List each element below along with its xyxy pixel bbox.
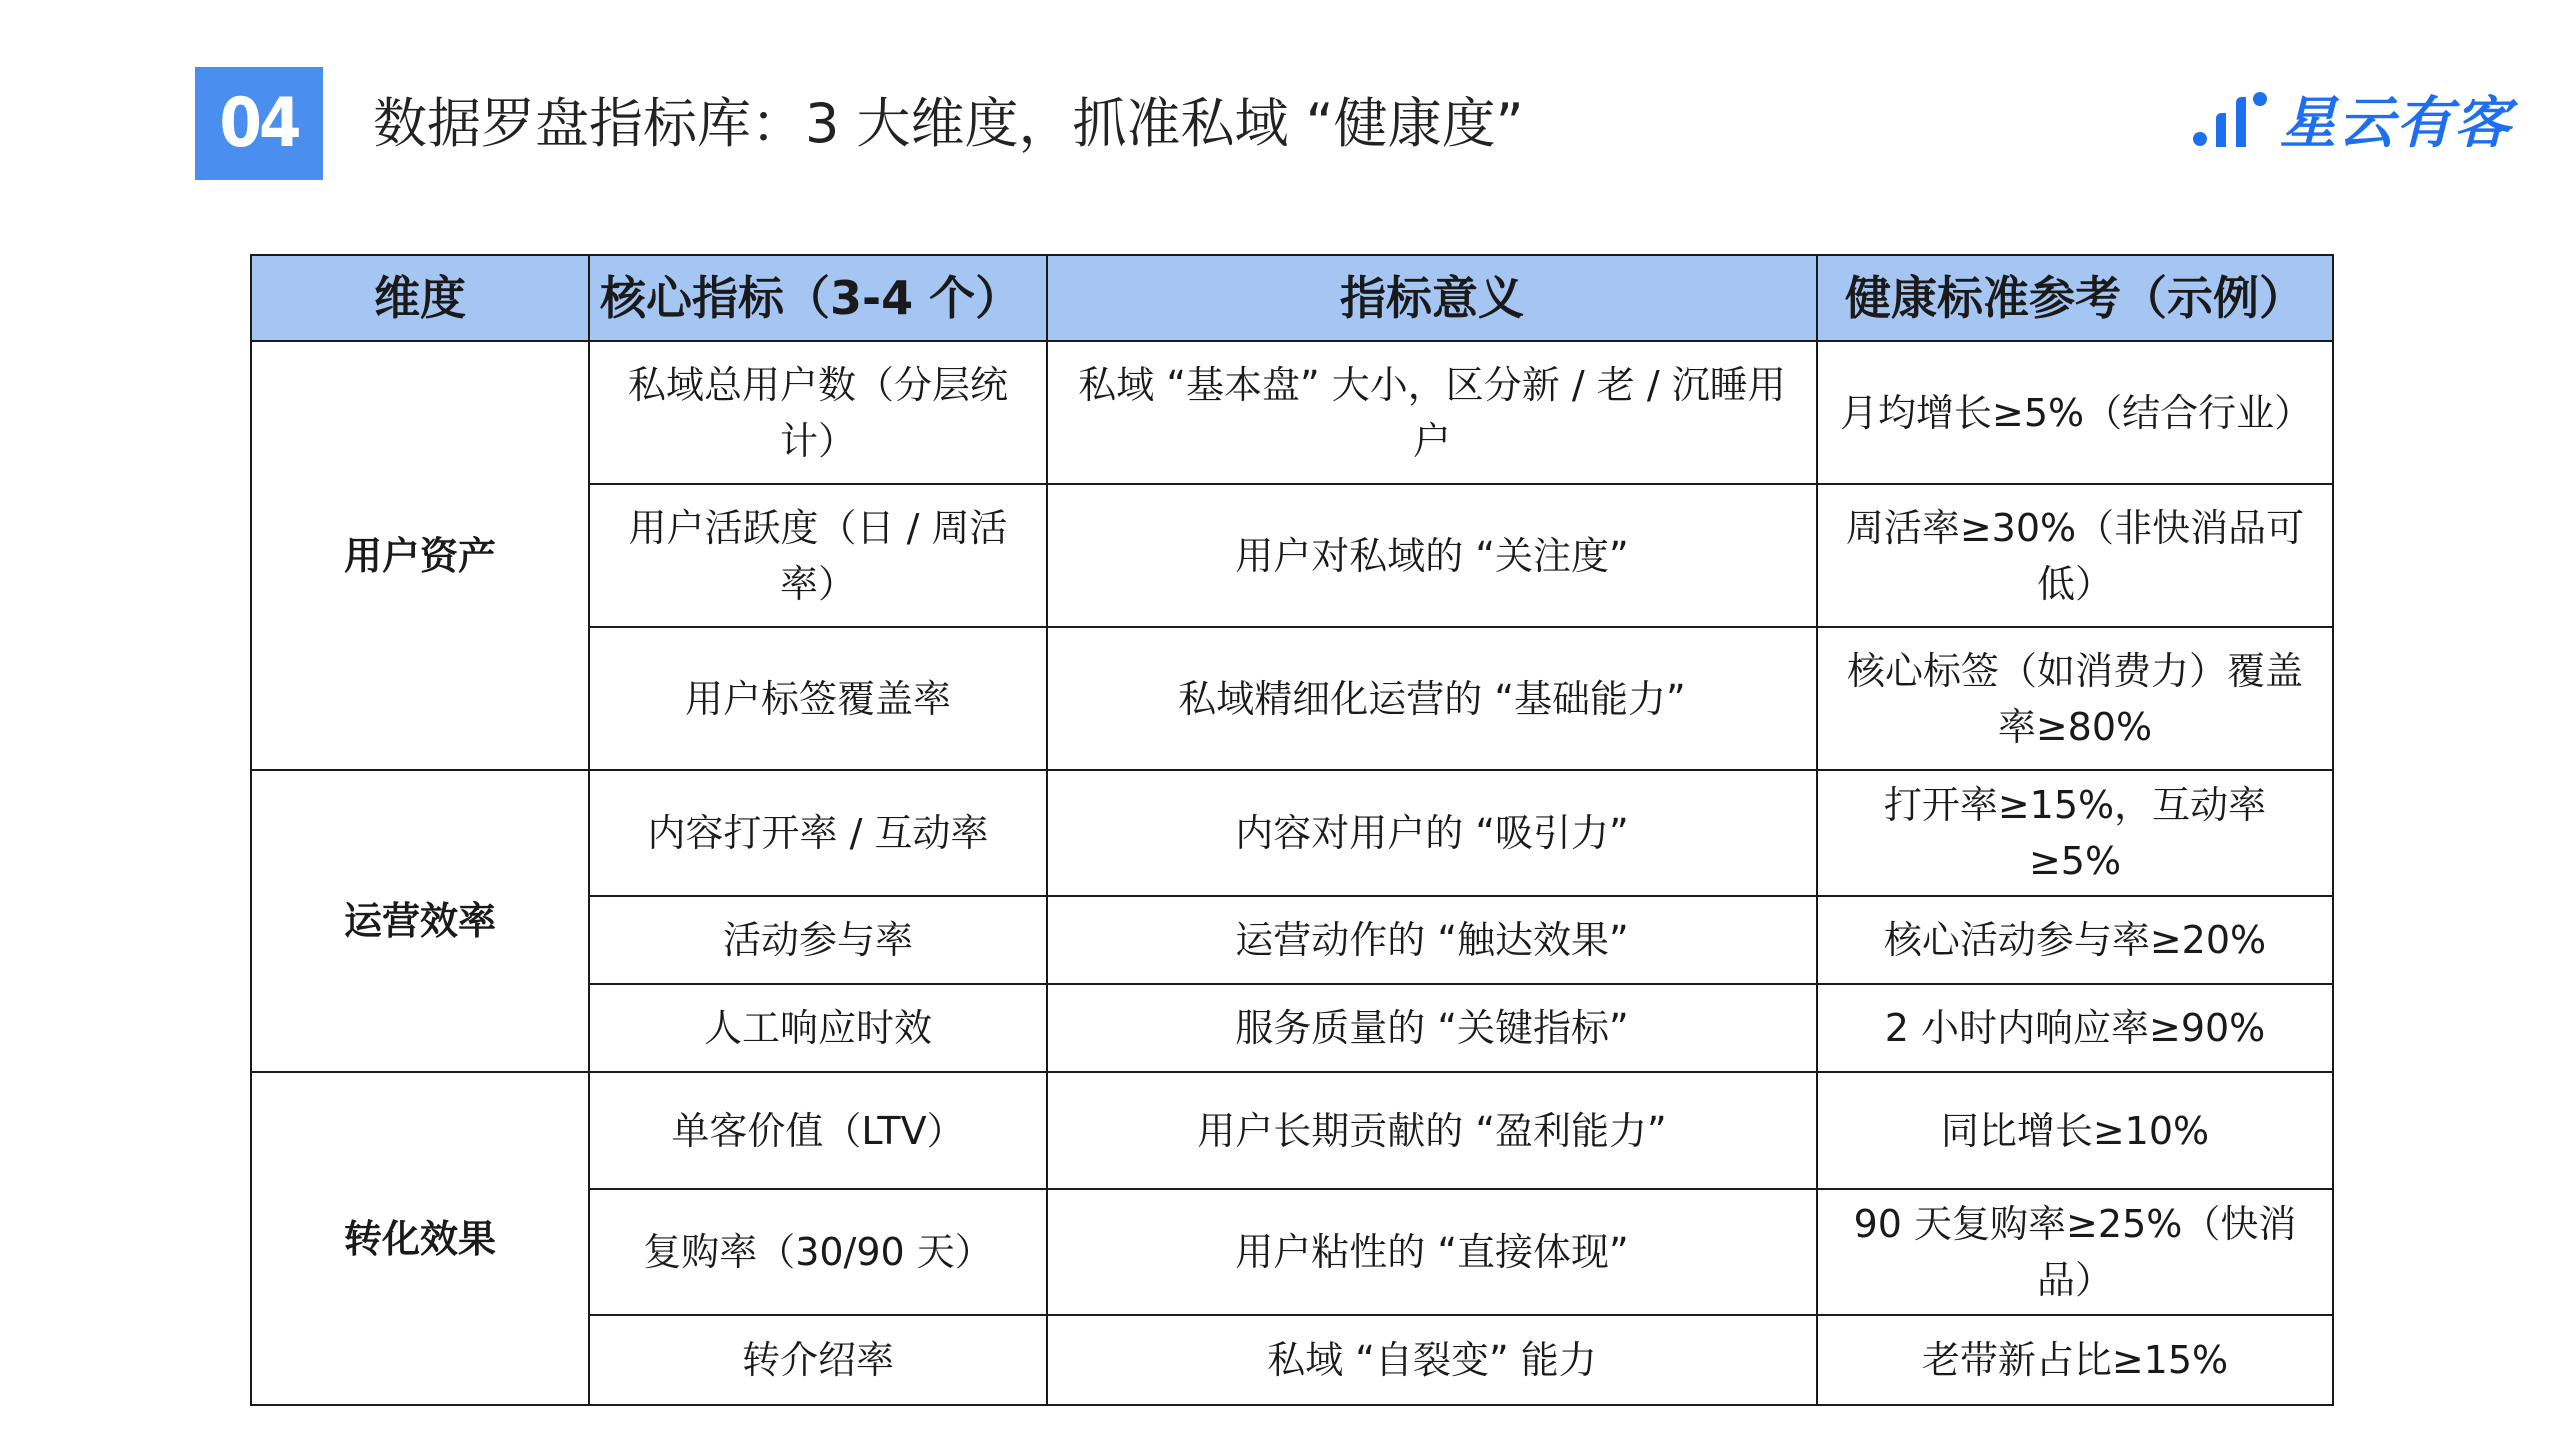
standard-cell: 周活率≥30%（非快消品可低） [1817,484,2333,627]
indicator-cell: 单客价值（LTV） [589,1072,1047,1189]
column-header-dimension: 维度 [251,255,589,341]
standard-cell: 90 天复购率≥25%（快消品） [1817,1189,2333,1315]
page-title: 数据罗盘指标库：3 大维度，抓准私域 “健康度” [373,92,1524,155]
meaning-cell: 私域 “自裂变” 能力 [1047,1315,1817,1405]
dimension-cell: 用户资产 [251,341,589,770]
section-number-badge [195,67,323,180]
dimension-cell: 转化效果 [251,1072,589,1405]
brand-name: 星云有客 [2280,91,2512,156]
section-number: 04 [219,84,299,163]
standard-cell: 同比增长≥10% [1817,1072,2333,1189]
table-row [251,341,2333,484]
indicator-cell: 私域总用户数（分层统计） [589,341,1047,484]
standard-cell: 月均增长≥5%（结合行业） [1817,341,2333,484]
meaning-cell: 用户长期贡献的 “盈利能力” [1047,1072,1817,1189]
table-header-row [251,255,2333,341]
table-row [251,770,2333,896]
brand-logo [2190,84,2512,154]
column-header-standard: 健康标准参考（示例） [1817,255,2333,341]
brand-mark-icon [2190,89,2268,149]
standard-cell: 打开率≥15%，互动率≥5% [1817,770,2333,896]
standard-cell: 2 小时内响应率≥90% [1817,984,2333,1072]
meaning-cell: 内容对用户的 “吸引力” [1047,770,1817,896]
standard-cell: 老带新占比≥15% [1817,1315,2333,1405]
metrics-table [250,254,2334,1406]
standard-cell: 核心活动参与率≥20% [1817,896,2333,984]
table-row [251,1072,2333,1189]
meaning-cell: 用户粘性的 “直接体现” [1047,1189,1817,1315]
dimension-cell: 运营效率 [251,770,589,1072]
indicator-cell: 复购率（30/90 天） [589,1189,1047,1315]
indicator-cell: 人工响应时效 [589,984,1047,1072]
meaning-cell: 私域精细化运营的 “基础能力” [1047,627,1817,770]
indicator-cell: 内容打开率 / 互动率 [589,770,1047,896]
column-header-indicator: 核心指标（3-4 个） [589,255,1047,341]
meaning-cell: 运营动作的 “触达效果” [1047,896,1817,984]
column-header-meaning: 指标意义 [1047,255,1817,341]
indicator-cell: 活动参与率 [589,896,1047,984]
indicator-cell: 转介绍率 [589,1315,1047,1405]
meaning-cell: 私域 “基本盘” 大小，区分新 / 老 / 沉睡用户 [1047,341,1817,484]
meaning-cell: 服务质量的 “关键指标” [1047,984,1817,1072]
indicator-cell: 用户活跃度（日 / 周活率） [589,484,1047,627]
standard-cell: 核心标签（如消费力）覆盖率≥80% [1817,627,2333,770]
indicator-cell: 用户标签覆盖率 [589,627,1047,770]
meaning-cell: 用户对私域的 “关注度” [1047,484,1817,627]
